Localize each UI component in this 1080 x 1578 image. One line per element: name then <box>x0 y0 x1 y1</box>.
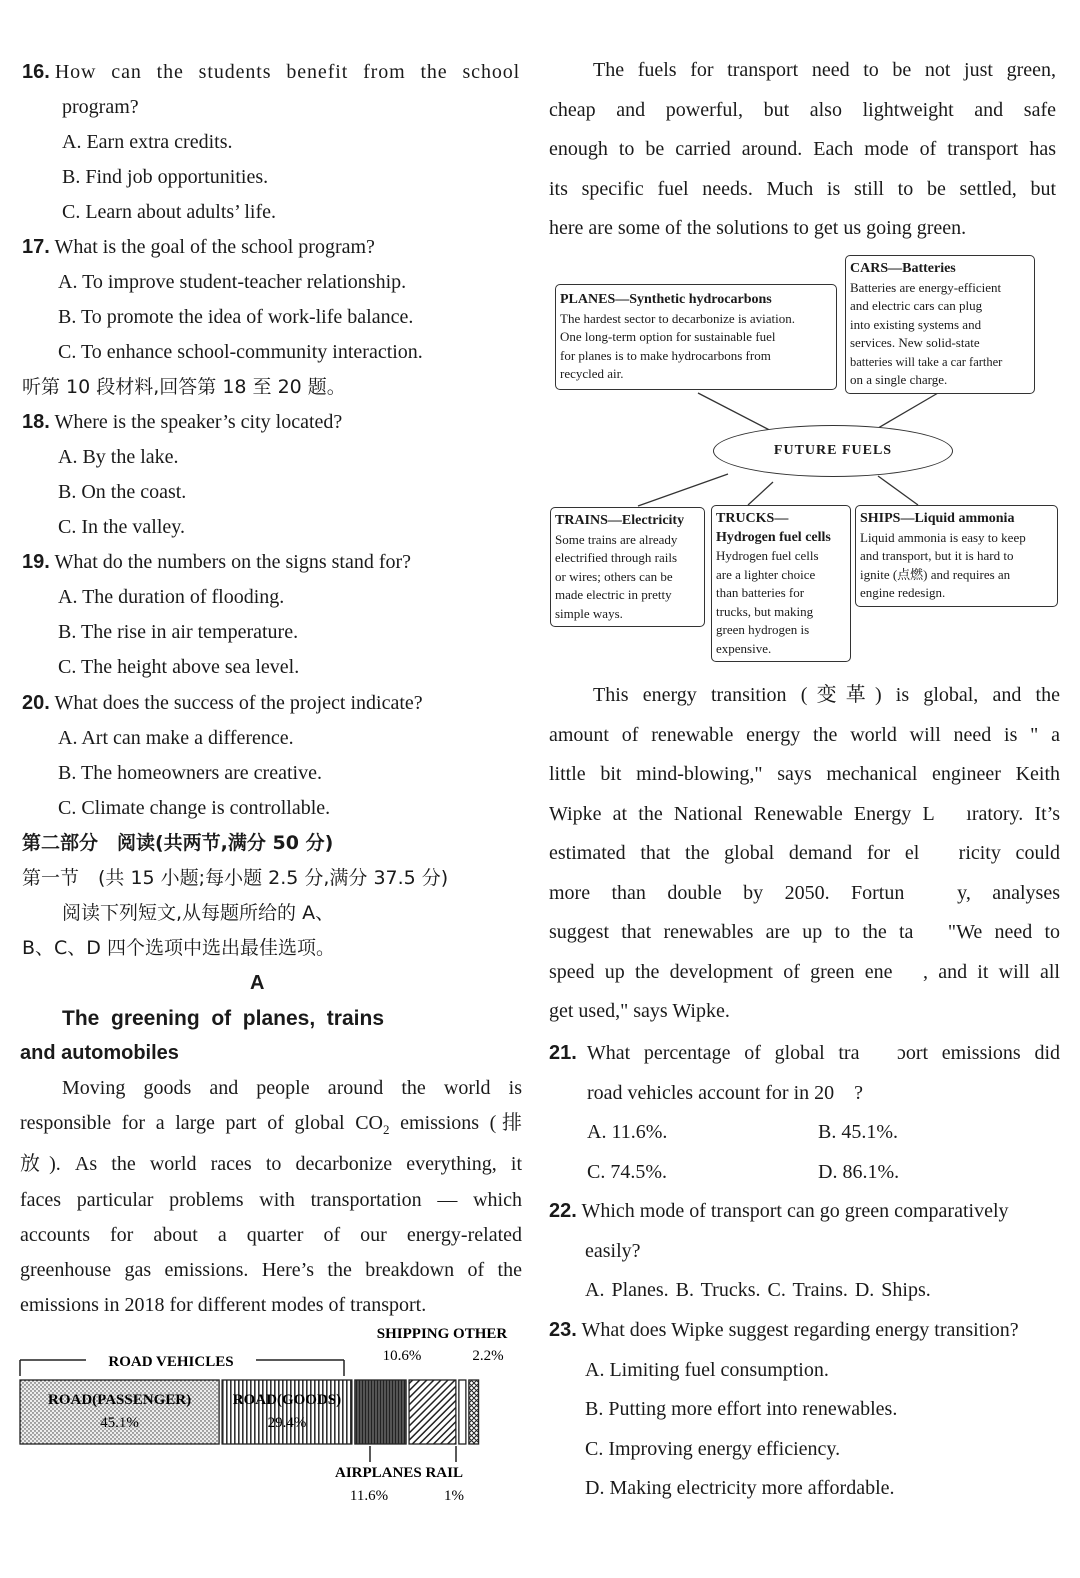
box-line: Some trains are already <box>555 531 678 547</box>
box-line: into existing systems and <box>850 316 982 332</box>
option[interactable]: C. Climate change is controllable. <box>58 797 331 819</box>
text-line: This energy transition (变革) is global, and the <box>593 684 1060 706</box>
option[interactable]: B. To promote the idea of work-life balance. <box>58 306 414 328</box>
question-17 <box>22 230 375 265</box>
box-line: than batteries for <box>716 585 805 600</box>
options-row <box>549 1153 1060 1193</box>
option[interactable]: C. To enhance school-community interaction. <box>58 341 423 363</box>
option[interactable]: A. Art can make a difference. <box>58 727 294 749</box>
text-line: more than double by 2050. Fortun y, analyses <box>549 881 1060 904</box>
option[interactable]: B. The homeowners are creative. <box>58 762 322 784</box>
option[interactable]: A. 11.6%. <box>587 1121 668 1143</box>
question-number: 22. <box>549 1200 577 1222</box>
label-shipping-other: SHIPPING OTHER <box>376 1326 508 1342</box>
box-title: CARS—Batteries <box>850 261 956 276</box>
bar-road-passenger <box>20 1380 219 1444</box>
bar-category-label: ROAD(PASSENGER) <box>48 1392 192 1408</box>
box-line: Liquid ammonia is easy to keep <box>860 529 1026 545</box>
bar-rail <box>459 1380 466 1444</box>
text-line: The fuels for transport need to be not just green, <box>593 59 1056 81</box>
option[interactable]: C. In the valley. <box>58 516 186 538</box>
shipping-value: 10.6% <box>382 1348 422 1364</box>
box-line: batteries will take a car farther <box>850 354 1003 369</box>
bar-other <box>469 1380 479 1444</box>
text-line: its specific fuel needs. Much is still to be settled, but <box>549 177 1056 200</box>
box-title: TRUCKS— <box>716 511 789 526</box>
reading-instruction-cont: B、C、D 四个选项中选出最佳选项。 <box>22 937 335 959</box>
trucks-box <box>711 505 851 662</box>
box-title: TRAINS—Electricity <box>555 513 685 528</box>
option[interactable]: C. Trains. <box>767 1279 848 1301</box>
text-line: cheap and powerful, but also lightweight and safe <box>549 98 1056 121</box>
connector-ships <box>878 476 918 505</box>
text-line: speed up the development of green ene , and it will all <box>549 960 1060 983</box>
text-line: suggest that renewables are up to the ta "We need to <box>549 921 1060 943</box>
section-heading: 第一节 (共 15 小题;每小题 2.5 分,满分 37.5 分) <box>22 867 449 889</box>
option[interactable]: C. Improving energy efficiency. <box>585 1437 841 1460</box>
ships-box <box>855 505 1058 607</box>
box-title-cont: Hydrogen fuel cells <box>716 529 831 545</box>
text-line: emissions in 2018 for different modes of transport. <box>20 1294 427 1317</box>
section-instruction: 听第 10 段材料,回答第 18 至 20 题。 <box>22 376 346 398</box>
bar-road-goods <box>222 1380 352 1444</box>
intro-paragraph <box>549 51 1056 249</box>
passage-title: The greening of planes, trains <box>62 1007 384 1030</box>
question-22 <box>549 1192 1060 1311</box>
text-line: greenhouse gas emissions. Here’s the breakdown of the <box>20 1259 522 1282</box>
box-line: electrified through rails <box>555 550 678 565</box>
bar-value-label: 45.1% <box>100 1415 139 1431</box>
passage-letter: A <box>250 972 265 994</box>
emissions-chart <box>14 1318 526 1508</box>
question-number: 20. <box>22 692 50 714</box>
label-airplanes-rail: AIRPLANES RAIL <box>335 1465 463 1481</box>
option[interactable]: A. By the lake. <box>58 446 179 468</box>
box-title: PLANES—Synthetic hydrocarbons <box>560 292 772 307</box>
box-line: Hydrogen fuel cells <box>716 548 819 563</box>
box-line: green hydrogen is <box>716 622 810 637</box>
option[interactable]: A. The duration of flooding. <box>58 586 285 608</box>
passage-paragraph-1 <box>20 1071 522 1323</box>
option[interactable]: B. Trucks. <box>675 1279 761 1301</box>
trains-box <box>550 507 705 627</box>
text-line: accounts for about a quarter of our energy-related <box>20 1223 522 1246</box>
question-number: 23. <box>549 1319 577 1341</box>
question-text-cont: easily? <box>585 1239 641 1262</box>
box-line: services. New solid-state <box>850 335 980 350</box>
question-18 <box>22 405 342 440</box>
option[interactable]: B. The rise in air temperature. <box>58 621 299 643</box>
part-heading: 第二部分 阅读(共两节,满分 50 分) <box>22 832 334 854</box>
option[interactable]: A. To improve student-teacher relationship. <box>58 271 407 293</box>
text-line: enough to be carried around. Each mode of transport has <box>549 138 1056 160</box>
airplanes-value: 11.6% <box>349 1488 389 1504</box>
rail-value: 1% <box>444 1488 464 1504</box>
question-number: 16. <box>22 61 50 83</box>
connector-trucks <box>748 482 773 505</box>
question-text: What does Wipke suggest regarding energy transition? <box>581 1319 1019 1341</box>
box-line: simple ways. <box>555 605 623 621</box>
other-value: 2.2% <box>472 1348 504 1364</box>
connector-cars <box>873 393 938 431</box>
text-line: responsible for a large part of global $CO_2$ emissions (排 <box>20 1112 522 1138</box>
box-line: on a single charge. <box>850 372 948 387</box>
option[interactable]: C. Learn about adults’ life. <box>62 201 277 223</box>
question-text: What do the numbers on the signs stand for? <box>54 551 412 573</box>
question-number: 19. <box>22 551 50 573</box>
bars-group <box>20 1380 479 1444</box>
planes-box <box>555 284 837 390</box>
text-line: get used," says Wipke. <box>549 1000 730 1022</box>
text-line: here are some of the solutions to get us going green. <box>549 217 967 239</box>
option[interactable]: D. Ships. <box>854 1279 931 1301</box>
question-text-cont: program? <box>62 96 139 118</box>
box-line: recycled air. <box>560 366 624 381</box>
question-19 <box>22 545 411 580</box>
bar-category-label: ROAD(GOODS) <box>232 1392 342 1408</box>
question-line <box>549 1192 1060 1232</box>
text-line: faces particular problems with transportation — which <box>20 1188 522 1211</box>
option[interactable]: A. Limiting fuel consumption. <box>585 1358 829 1381</box>
box-line: or wires; others can be <box>555 568 673 584</box>
question-number: 21. <box>549 1042 577 1064</box>
text-line: little bit mind-blowing," says mechanical engineer Keith <box>549 763 1060 785</box>
question-line <box>549 1034 1060 1074</box>
text-line: 放). As the world races to decarbonize everything, it <box>20 1153 522 1176</box>
box-line: and transport, but it is hard to <box>860 548 1014 563</box>
option[interactable]: C. The height above sea level. <box>58 656 300 678</box>
box-title: SHIPS—Liquid ammonia <box>860 511 1015 526</box>
question-number: 17. <box>22 236 50 258</box>
option[interactable]: A. Earn extra credits. <box>62 131 233 153</box>
box-line: and electric cars can plug <box>850 298 983 313</box>
option[interactable]: B. On the coast. <box>58 481 187 503</box>
question-20 <box>22 686 423 721</box>
option[interactable]: D. Making electricity more affordable. <box>585 1477 895 1499</box>
option[interactable]: C. 74.5%. <box>587 1160 667 1183</box>
question-text: Where is the speaker’s city located? <box>54 411 343 433</box>
question-21 <box>549 1034 1060 1192</box>
question-text: How can the students benefit from the school <box>54 61 521 83</box>
question-text: What is the goal of the school program? <box>54 236 375 258</box>
bar-airplanes <box>355 1380 406 1444</box>
group-label: ROAD VEHICLES <box>108 1354 234 1370</box>
question-text-cont: road vehicles account for in 20 ? <box>587 1081 864 1104</box>
options-row <box>549 1113 1060 1153</box>
text-line: amount of renewable energy the world will need is " a <box>549 723 1060 746</box>
box-line: for planes is to make hydrocarbons from <box>560 347 771 363</box>
question-text: What does the success of the project indicate? <box>54 692 423 714</box>
option[interactable]: D. 86.1%. <box>818 1160 900 1183</box>
option[interactable]: A. Planes. <box>585 1279 669 1301</box>
question-number: 18. <box>22 411 50 433</box>
box-line: The hardest sector to decarbonize is aviation. <box>560 310 795 326</box>
bar-value-label: 29.4% <box>267 1415 307 1431</box>
connector-trains <box>638 474 728 506</box>
bar-shipping <box>409 1380 456 1444</box>
box-line: Batteries are energy-efficient <box>850 279 1002 295</box>
box-line: One long-term option for sustainable fuel <box>560 329 776 344</box>
cars-box <box>845 255 1035 394</box>
box-line: trucks, but making <box>716 603 814 619</box>
text-line: estimated that the global demand for el ricity could <box>549 842 1060 864</box>
text-line: Wipke at the National Renewable Energy L ıratory. It’s <box>549 802 1060 825</box>
option[interactable]: B. Putting more effort into renewables. <box>585 1398 898 1420</box>
box-line: expensive. <box>716 640 772 656</box>
reading-instruction: 阅读下列短文,从每题所给的 A、 <box>62 902 335 924</box>
passage-title-cont: and automobiles <box>20 1042 179 1064</box>
question-16 <box>22 55 524 90</box>
option[interactable]: B. Find job opportunities. <box>62 166 269 188</box>
box-line: made electric in pretty <box>555 587 672 602</box>
question-line <box>549 1311 1060 1351</box>
future-fuels-hub: FUTURE FUELS <box>713 425 953 477</box>
question-text: What percentage of global tra ɔort emissions did <box>586 1042 1060 1064</box>
question-23 <box>549 1311 1060 1509</box>
box-line: engine redesign. <box>860 585 946 600</box>
option[interactable]: B. 45.1%. <box>818 1121 898 1143</box>
box-line: are a lighter choice <box>716 566 816 582</box>
box-line: ignite (点燃) and requires an <box>860 566 1011 582</box>
options-row <box>549 1271 1060 1311</box>
passage-paragraph-2 <box>549 676 1060 1032</box>
text-line: Moving goods and people around the world is <box>62 1077 522 1099</box>
question-text: Which mode of transport can go green comparatively <box>581 1200 1009 1222</box>
